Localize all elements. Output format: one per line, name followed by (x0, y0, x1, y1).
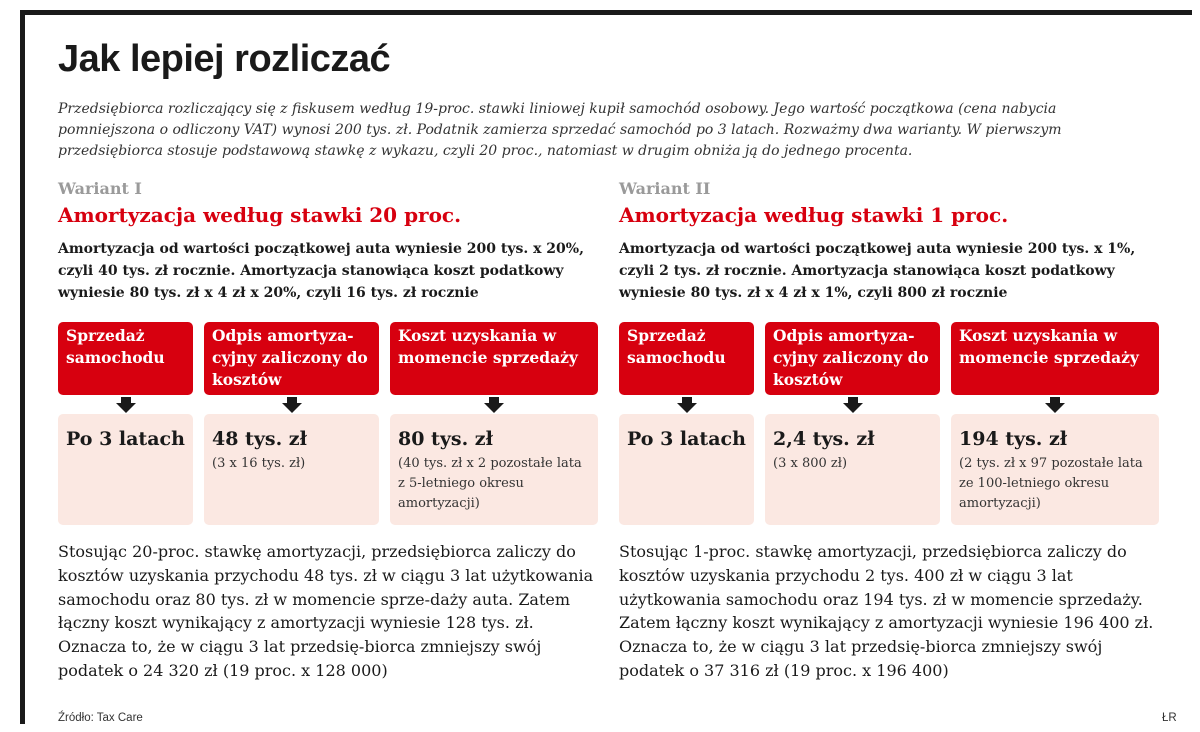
box-value-note: (3 x 16 tys. zł) (212, 456, 306, 471)
box-value-note: (3 x 800 zł) (773, 456, 848, 471)
box-value (619, 414, 754, 525)
down-arrow-icon (204, 395, 379, 414)
box-header: Koszt uzyskania w momencie sprzedaży (390, 322, 598, 395)
box-value (204, 414, 379, 525)
intro-text: Przedsiębiorca rozliczający się z fiskusem według 19-proc. stawki liniowej kupił samochód osobowy. Jego wartość początkowa (cena nabycia pomniejszona o odliczony VAT) wynosi 200 tys. zł. Podatnik zamierza sprzedać samochód po 3 latach. Rozważmy dwa warianty. W pierwszym przedsiębiorca stosuje podstawową stawkę z wykazu, czyli 20 proc., natomiast w drugim obniża ją do jednego procenta. (58, 101, 1062, 159)
box-value-main: 48 tys. zł (212, 428, 307, 450)
box-header: Odpis amortyza-cyjny zaliczony do kosztów (765, 322, 940, 395)
variant-2 (619, 178, 1179, 680)
box-header: Koszt uzyskania w momencie sprzedaży (951, 322, 1159, 395)
box-value (765, 414, 940, 525)
variant-1 (58, 178, 618, 680)
box-header: Sprzedaż samochodu (58, 322, 193, 395)
box-value (58, 414, 193, 525)
box-value (390, 414, 598, 525)
box-value-main: 80 tys. zł (398, 428, 493, 450)
down-arrow-icon (951, 395, 1159, 414)
variant-1-summary: Stosując 20-proc. stawkę amortyzacji, przedsiębiorca zaliczy do kosztów uzyskania przychodu 48 tys. zł w ciągu 3 lat użytkowania samochodu oraz 80 tys. zł w momencie sprze-daży auta. Zatem łączny koszt wynikający z amortyzacji wyniesie 128 tys. zł. Oznacza to, że w ciągu 3 lat przedsię-biorca zmniejszy swój podatek o 24 320 zł (19 proc. x 128 000) (58, 542, 594, 680)
variant-1-box-cost (390, 322, 598, 525)
author-credit: ŁR (1162, 712, 1177, 724)
box-value-main: 2,4 tys. zł (773, 428, 875, 450)
variant-2-flow (619, 322, 1164, 527)
down-arrow-icon (390, 395, 598, 414)
box-value-main: Po 3 latach (627, 428, 746, 450)
box-value (951, 414, 1159, 525)
page-title: Jak lepiej rozliczać (58, 38, 391, 80)
box-header: Odpis amortyza-cyjny zaliczony do kosztów (204, 322, 379, 395)
variant-2-box-depreciation (765, 322, 940, 525)
frame-top-rule (20, 10, 1192, 15)
variant-2-box-sale (619, 322, 754, 525)
box-header: Sprzedaż samochodu (619, 322, 754, 395)
down-arrow-icon (619, 395, 754, 414)
variant-1-box-sale (58, 322, 193, 525)
variant-2-summary: Stosując 1-proc. stawkę amortyzacji, przedsiębiorca zaliczy do kosztów uzyskania przychodu 2 tys. 400 zł w ciągu 3 lat użytkowania samochodu oraz 194 tys. zł w momencie sprzedaży. Zatem łączny koszt wynikający z amortyzacji wyniesie 196 400 zł. Oznacza to, że w ciągu 3 lat przedsię-biorca zmniejszy swój podatek o 37 316 zł (19 proc. x 196 400) (619, 542, 1154, 680)
variant-1-flow (58, 322, 603, 527)
variant-1-title: Amortyzacja według stawki 20 proc. (58, 203, 462, 227)
box-value-main: 194 tys. zł (959, 428, 1068, 450)
variant-2-label: Wariant II (619, 179, 711, 198)
variant-2-box-cost (951, 322, 1159, 525)
box-value-main: Po 3 latach (66, 428, 185, 450)
variant-1-box-depreciation (204, 322, 379, 525)
variant-1-description: Amortyzacja od wartości początkowej auta wyniesie 200 tys. x 20%, czyli 40 tys. zł rocznie. Amortyzacja stanowiąca koszt podatkowy wyniesie 80 tys. zł x 4 zł x 20%, czyli 16 tys. zł rocznie (58, 241, 584, 301)
variant-1-label: Wariant I (58, 179, 142, 198)
box-value-note: (2 tys. zł x 97 pozostałe lata ze 100-letniego okresu amortyzacji) (959, 456, 1143, 511)
frame-left-rule (20, 10, 25, 724)
down-arrow-icon (765, 395, 940, 414)
down-arrow-icon (58, 395, 193, 414)
variant-2-description: Amortyzacja od wartości początkowej auta wyniesie 200 tys. x 1%, czyli 2 tys. zł rocznie. Amortyzacja stanowiąca koszt podatkowy wyniesie 80 tys. zł x 4 zł x 1%, czyli 800 zł rocznie (619, 241, 1136, 301)
source-note: Źródło: Tax Care (58, 712, 143, 724)
variant-2-title: Amortyzacja według stawki 1 proc. (619, 203, 1009, 227)
box-value-note: (40 tys. zł x 2 pozostałe lata z 5-letniego okresu amortyzacji) (398, 456, 582, 511)
